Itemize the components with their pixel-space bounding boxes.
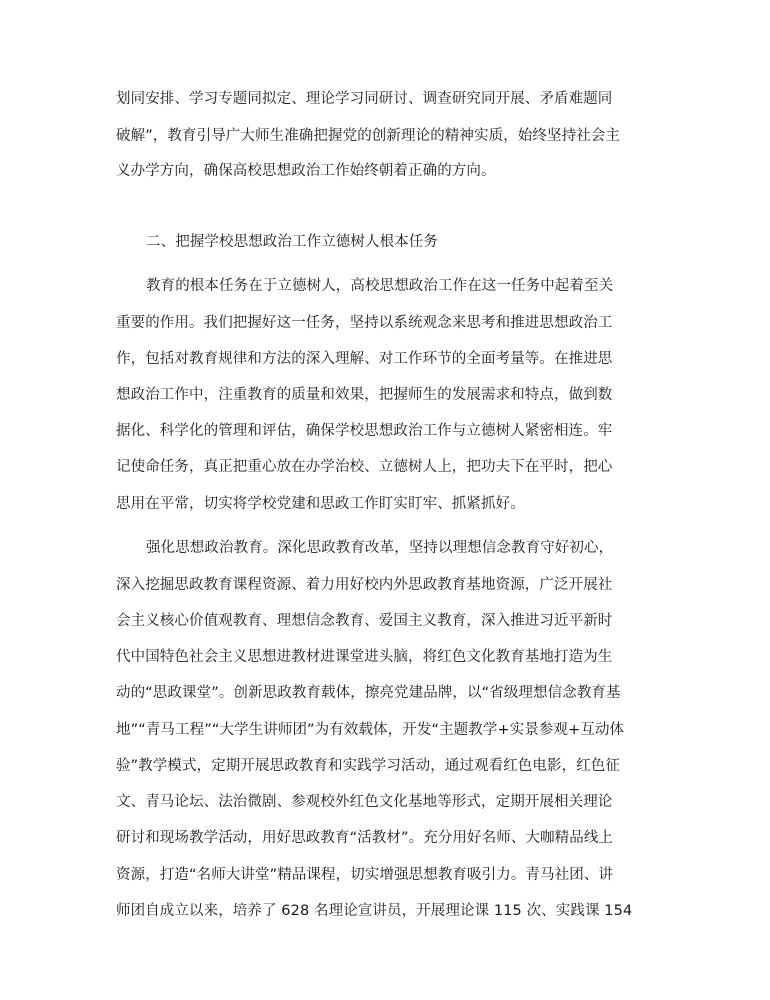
paragraph-line: 作，包括对教育规律和方法的深入理解、对工作环节的全面考量等。在推进思 [116,351,613,367]
paragraph-line: 教育的根本任务在于立德树人，高校思想政治工作在这一任务中起着至关 [146,278,614,294]
paragraph-line: 会主义核心价值观教育、理想信念教育、爱国主义教育，深入推进习近平新时 [116,613,613,629]
section-heading: 二、把握学校思想政治工作立德树人根本任务 [146,234,438,250]
paragraph-line: 想政治工作中，注重教育的质量和效果，把握师生的发展需求和特点，做到数 [116,387,613,403]
paragraph-line: 深入挖掘思政教育课程资源、着力用好校内外思政教育基地资源，广泛开展社 [116,577,613,593]
paragraph-line: 验”教学模式，定期开展思政教育和实践学习活动，通过观看红色电影，红色征 [116,758,621,774]
paragraph-line: 地”“青马工程”“大学生讲师团”为有效载体，开发“主题教学+实景参观+互动体 [116,722,625,738]
paragraph-line: 动的“思政课堂”。创新思政教育载体，擦亮党建品牌，以“省级理想信念教育基 [116,685,621,701]
paragraph-line: 师团自成立以来，培养了 628 名理论宣讲员，开展理论课 115 次、实践课 154 [116,903,633,919]
paragraph-line: 重要的作用。我们把握好这一任务，坚持以系统观念来思考和推进思想政治工 [116,315,613,331]
paragraph-line: 代中国特色社会主义思想进教材进课堂进头脑，将红色文化教育基地打造为生 [116,649,613,665]
paragraph-line: 义办学方向，确保高校思想政治工作始终朝着正确的方向。 [116,163,496,179]
paragraph-line: 思用在平常，切实将学校党建和思政工作盯实盯牢、抓紧抓好。 [116,496,525,512]
paragraph-line: 破解”，教育引导广大师生准确把握党的创新理论的精神实质，始终坚持社会主 [116,128,621,144]
paragraph-line: 文、青马论坛、法治微剧、参观校外红色文化基地等形式，定期开展相关理论 [116,794,613,810]
paragraph-line: 据化、科学化的管理和评估，确保学校思想政治工作与立德树人紧密相连。牢 [116,423,613,439]
paragraph-line: 强化思想政治教育。深化思政教育改革，坚持以理想信念教育守好初心， [146,540,614,556]
paragraph-line: 研讨和现场教学活动，用好思政教育“活教材”。充分用好名师、大咖精品线上 [116,830,614,846]
paragraph-line: 划同安排、学习专题同拟定、理论学习同研讨、调查研究同开展、矛盾难题同 [116,91,613,107]
paragraph-line: 资源，打造“名师大讲堂”精品课程，切实增强思想教育吸引力。青马社团、讲 [116,867,614,883]
paragraph-line: 记使命任务，真正把重心放在办学治校、立德树人上，把功夫下在平时，把心 [116,459,613,475]
